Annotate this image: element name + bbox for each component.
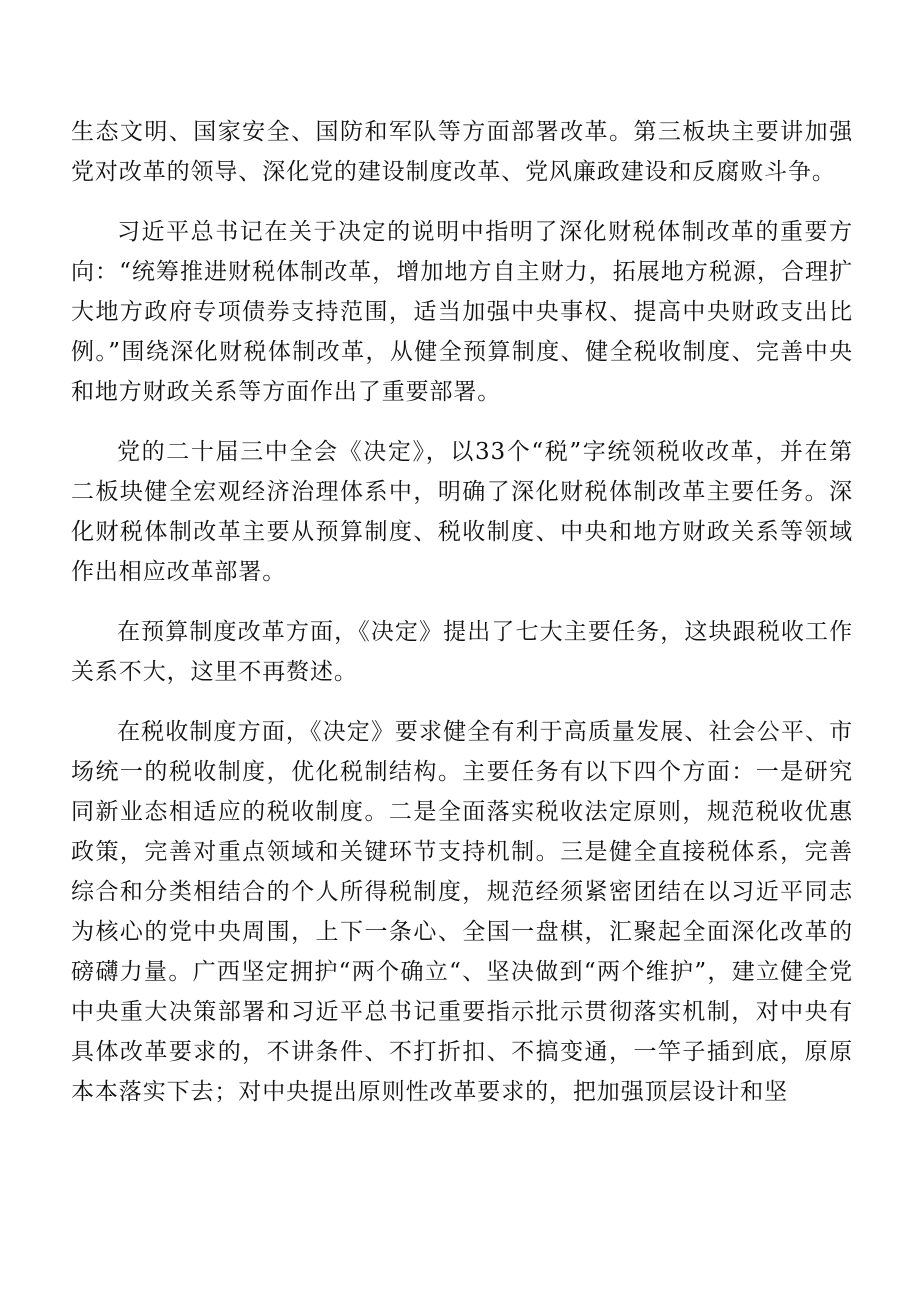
paragraph-3: 党的二十届三中全会《决定》，以33个“税”字统领税收改革，并在第二板块健全宏观经济治理体系中，明确了深化财税体制改革主要任务。深化财税体制改革主要从预算制度、税收制度、中央和地方财政关系等领域作出相应改革部署。 xyxy=(71,439,853,585)
paragraph-2: 习近平总书记在关于决定的说明中指明了深化财税体制改革的重要方向：“统筹推进财税体制改革，增加地方自主财力，拓展地方税源，合理扩大地方政府专项债券支持范围，适当加强中央事权、提高中央财政支出比例。”围绕深化财税体制改革，从健全预算制度、健全税收制度、完善中央和地方财政关系等方面作出了重要部署。 xyxy=(71,219,853,405)
paragraph-5: 在税收制度方面，《决定》要求健全有利于高质量发展、社会公平、市场统一的税收制度，优化税制结构。主要任务有以下四个方面：一是研究同新业态相适应的税收制度。二是全面落实税收法定原则，规范税收优惠政策，完善对重点领域和关键环节支持机制。三是健全直接税体系，完善综合和分类相结合的个人所得税制度，规范经须紧密团结在以习近平同志为核心的党中央周围，上下一条心、全国一盘棋，汇聚起全面深化改革的磅礴力量。广西坚定拥护“两个确立“、坚决做到“两个维护”，建立健全党中央重大决策部署和习近平总书记重要指示批示贯彻落实机制，对中央有具体改革要求的，不讲条件、不打折扣、不搞变通，一竿子插到底，原原本本落实下去；对中央提出原则性改革要求的，把加强顶层设计和坚 xyxy=(71,719,853,1105)
document-page xyxy=(71,112,853,1112)
paragraph-4: 在预算制度改革方面，《决定》提出了七大主要任务，这块跟税收工作关系不大，这里不再赘述。 xyxy=(71,619,853,685)
paragraph-1: 生态文明、国家安全、国防和军队等方面部署改革。第三板块主要讲加强党对改革的领导、深化党的建设制度改革、党风廉政建设和反腐败斗争。 xyxy=(71,119,853,185)
